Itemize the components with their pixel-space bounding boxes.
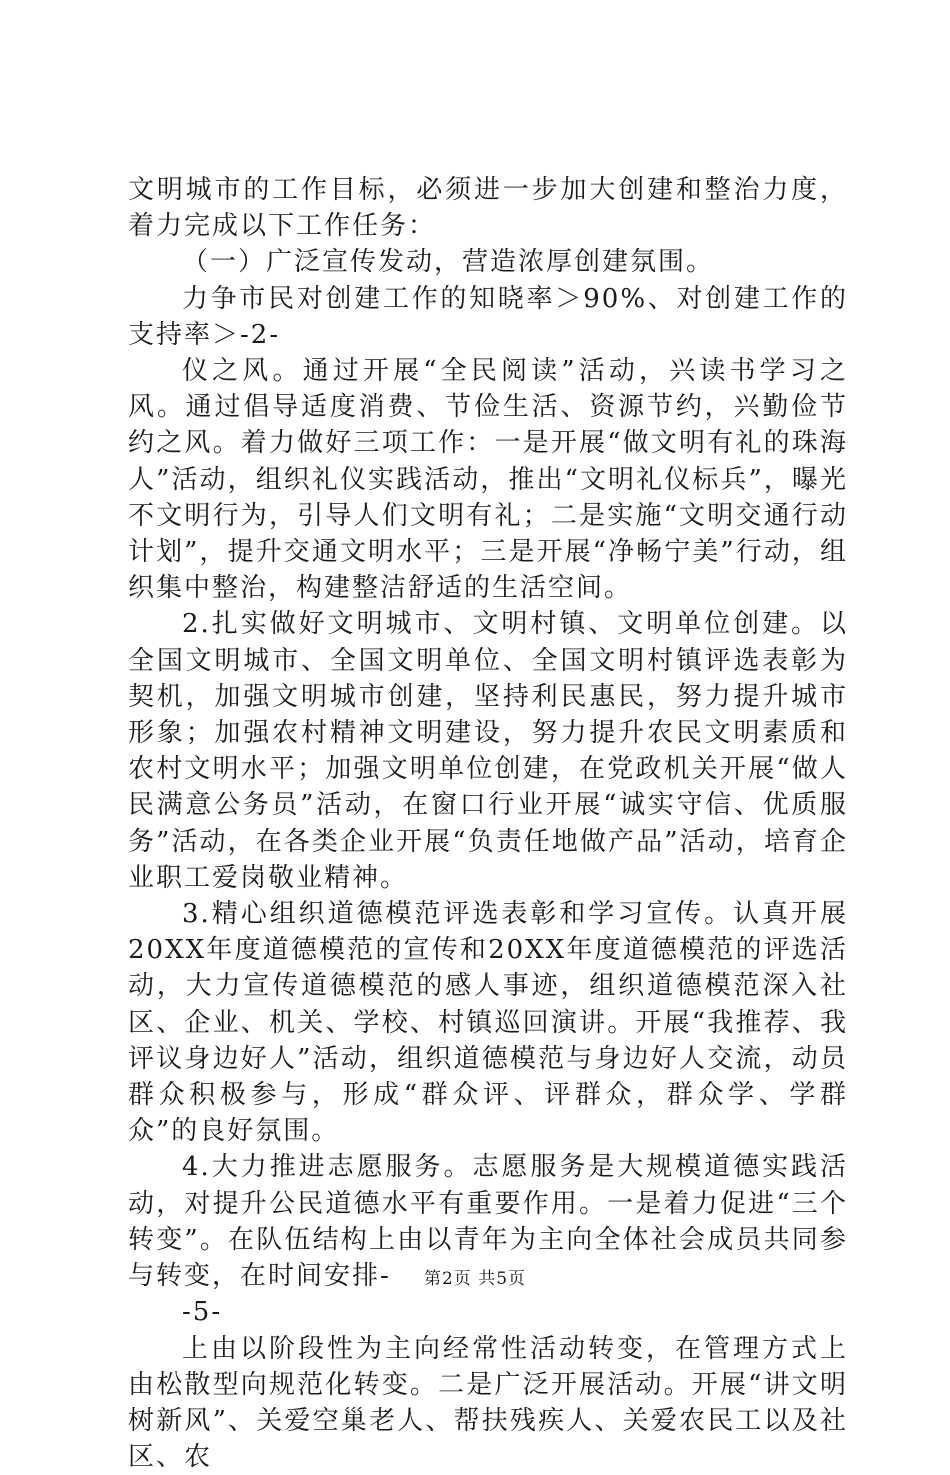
paragraph-1: 文明城市的工作目标，必须进一步加大创建和整治力度，着力完成以下工作任务： [128,172,848,244]
paragraph-5: 2.扎实做好文明城市、文明村镇、文明单位创建。以全国文明城市、全国文明单位、全国文明村镇评选表彰为契机，加强文明城市创建，坚持利民惠民，努力提升城市形象；加强农村精神文明建设，努力提升农民文明素质和农村文明水平；加强文明单位创建，在党政机关开展“做人民满意公务员”活动，在窗口行业开展“诚实守信、优质服务”活动，在各类企业开展“负责任地做产品”活动，培育企业职工爱岗敬业精神。 [128,606,848,896]
paragraph-6: 3.精心组织道德模范评选表彰和学习宣传。认真开展20XX年度道德模范的宣传和20XX年度道德模范的评选活动，大力宣传道德模范的感人事迹，组织道德模范深入社区、企业、机关、学校、村镇巡回演讲。开展“我推荐、我评议身边好人”活动，组织道德模范与身边好人交流，动员群众积极参与，形成“群众评、评群众，群众学、学群众”的良好氛围。 [128,896,848,1149]
paragraph-9: 上由以阶段性为主向经常性活动转变，在管理方式上由松散型向规范化转变。二是广泛开展活动。开展“讲文明树新风”、关爱空巢老人、帮扶残疾人、关爱农民工以及社区、农 [128,1331,848,1475]
paragraph-4: 仪之风。通过开展“全民阅读”活动，兴读书学习之风。通过倡导适度消费、节俭生活、资源节约，兴勤俭节约之风。着力做好三项工作：一是开展“做文明有礼的珠海人”活动，组织礼仪实践活动，推出“文明礼仪标兵”，曝光不文明行为，引导人们文明有礼；二是实施“文明交通行动计划”，提升交通文明水平；三是开展“净畅宁美”行动，组织集中整治，构建整洁舒适的生活空间。 [128,353,848,606]
paragraph-7: 4.大力推进志愿服务。志愿服务是大规模道德实践活动，对提升公民道德水平有重要作用。一是着力促进“三个转变”。在队伍结构上由以青年为主向全体社会成员共同参与转变，在时间安排- [128,1149,848,1294]
paragraph-8: -5- [128,1294,848,1330]
paragraph-3: 力争市民对创建工作的知晓率＞90%、对创建工作的支持率＞-2- [128,281,848,353]
paragraph-2: （一）广泛宣传发动，营造浓厚创建氛围。 [128,244,848,280]
page-footer: 第2页 共5页 [0,1264,950,1289]
